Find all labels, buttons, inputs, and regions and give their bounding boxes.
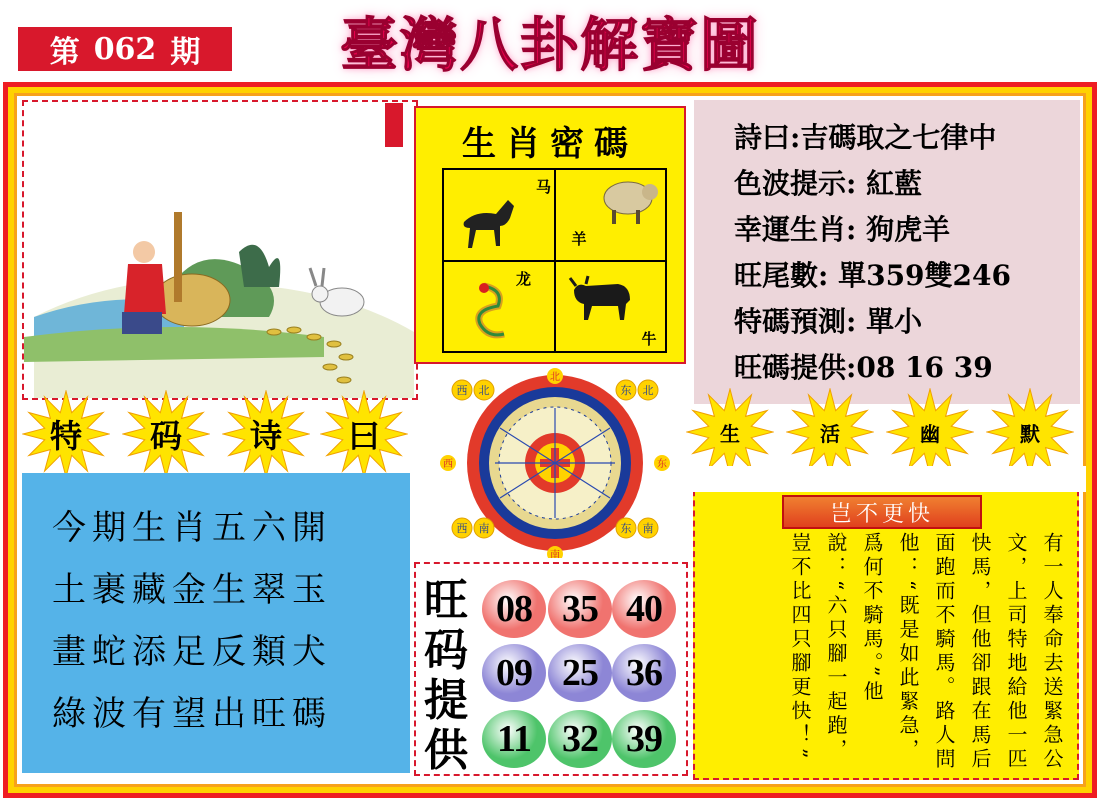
star-badge bbox=[320, 390, 408, 478]
star-badge bbox=[22, 390, 110, 478]
lucky-zodiac: 幸運生肖: 狗虎羊 bbox=[734, 213, 951, 246]
poem-line: 綠波有望出旺碼 bbox=[52, 694, 332, 734]
direction-label: 西 bbox=[456, 522, 468, 535]
zodiac-code-box bbox=[414, 106, 686, 364]
red-seal-stamp bbox=[385, 103, 403, 147]
number-ball: 32 bbox=[548, 710, 612, 768]
zodiac-label: 马 bbox=[536, 178, 552, 196]
star-character: 诗 bbox=[249, 417, 282, 455]
star-character: 默 bbox=[1020, 421, 1040, 446]
number-ball: 09 bbox=[482, 644, 546, 702]
hot-numbers-box bbox=[414, 562, 688, 776]
farmer-rabbit-illustration bbox=[24, 102, 418, 400]
number-ball: 25 bbox=[548, 644, 612, 702]
ring-label: 西 bbox=[443, 459, 453, 470]
number-ball: 11 bbox=[482, 710, 546, 768]
label-char: 供 bbox=[424, 725, 468, 776]
direction-label: 北 bbox=[642, 384, 654, 397]
number-ball: 40 bbox=[612, 580, 676, 638]
story-text: 有一人奉命去送緊急公文，上司特地給他一匹快馬，但他卻跟在馬后面跑而不騎馬。路人問他：“既是如此緊急，爲何不騎馬。”他說：“六只腳一起跑，豈不比四只腳更快！” bbox=[788, 532, 1064, 772]
star-badge bbox=[222, 390, 310, 478]
bagua-compass bbox=[440, 368, 670, 558]
star-character: 曰 bbox=[347, 417, 380, 455]
direction-label: 北 bbox=[478, 384, 490, 397]
star-badge bbox=[686, 388, 774, 476]
issue-number: 062 bbox=[93, 31, 157, 67]
zodiac-box-title: 生肖密碼 bbox=[462, 124, 638, 164]
star-badge bbox=[986, 388, 1074, 476]
story-top-strip bbox=[686, 466, 1086, 492]
label-char: 码 bbox=[424, 625, 468, 676]
poem-line: 今期生肖五六開 bbox=[52, 508, 332, 548]
star-character: 码 bbox=[149, 417, 182, 455]
zodiac-label: 羊 bbox=[571, 230, 587, 248]
special-code-prediction: 特碼預測: 單小 bbox=[734, 305, 923, 338]
horse-icon bbox=[456, 192, 526, 252]
color-wave-hint: 色波提示: 紅藍 bbox=[734, 167, 923, 200]
zodiac-cell-horse bbox=[443, 169, 555, 261]
illustration-panel bbox=[22, 100, 418, 400]
issue-suffix: 期 bbox=[170, 35, 201, 70]
issue-prefix: 第 bbox=[49, 35, 80, 70]
poem-line: 土裹藏金生翠玉 bbox=[52, 570, 332, 610]
star-badge bbox=[786, 388, 874, 476]
poem-hint: 詩曰:吉碼取之七律中 bbox=[734, 121, 997, 154]
number-ball: 36 bbox=[612, 644, 676, 702]
direction-label: 南 bbox=[642, 522, 654, 535]
hot-numbers-label bbox=[424, 576, 468, 776]
star-character: 特 bbox=[49, 417, 82, 455]
star-character: 生 bbox=[720, 421, 740, 446]
direction-label: 西 bbox=[456, 384, 468, 397]
compass-dial bbox=[440, 368, 670, 558]
direction-label: 东 bbox=[620, 384, 632, 397]
zodiac-cell-ox bbox=[555, 261, 667, 353]
star-badge bbox=[122, 390, 210, 478]
zodiac-grid bbox=[442, 168, 667, 353]
zodiac-cell-sheep bbox=[555, 169, 667, 261]
direction-label: 东 bbox=[620, 522, 632, 535]
poem-line: 畫蛇添足反類犬 bbox=[52, 632, 332, 672]
sheep-icon bbox=[600, 174, 660, 228]
star-character: 幽 bbox=[920, 421, 940, 446]
issue-badge bbox=[18, 27, 232, 71]
ring-label: 北 bbox=[550, 372, 560, 383]
zodiac-cell-dragon bbox=[443, 261, 555, 353]
zodiac-label: 牛 bbox=[641, 329, 657, 348]
number-ball: 35 bbox=[548, 580, 612, 638]
prediction-info-box bbox=[694, 100, 1080, 404]
label-char: 旺 bbox=[424, 575, 468, 626]
number-ball: 08 bbox=[482, 580, 546, 638]
number-ball: 39 bbox=[612, 710, 676, 768]
zodiac-label: 龙 bbox=[516, 269, 532, 288]
direction-label: 南 bbox=[478, 522, 490, 535]
hot-tail-numbers: 旺尾數: 單359雙246 bbox=[734, 259, 1011, 292]
story-title: 岂不更快 bbox=[782, 495, 982, 529]
poem-box bbox=[22, 473, 410, 773]
hot-numbers-line: 旺碼提供:08 16 39 bbox=[734, 351, 993, 384]
star-character: 活 bbox=[820, 421, 840, 446]
ring-label: 东 bbox=[657, 459, 667, 470]
ox-icon bbox=[568, 274, 634, 324]
page-title: 臺灣八卦解寶圖 bbox=[339, 11, 760, 79]
star-badge bbox=[886, 388, 974, 476]
label-char: 提 bbox=[424, 675, 468, 726]
ring-label: 南 bbox=[550, 550, 560, 558]
dragon-icon bbox=[454, 280, 514, 344]
